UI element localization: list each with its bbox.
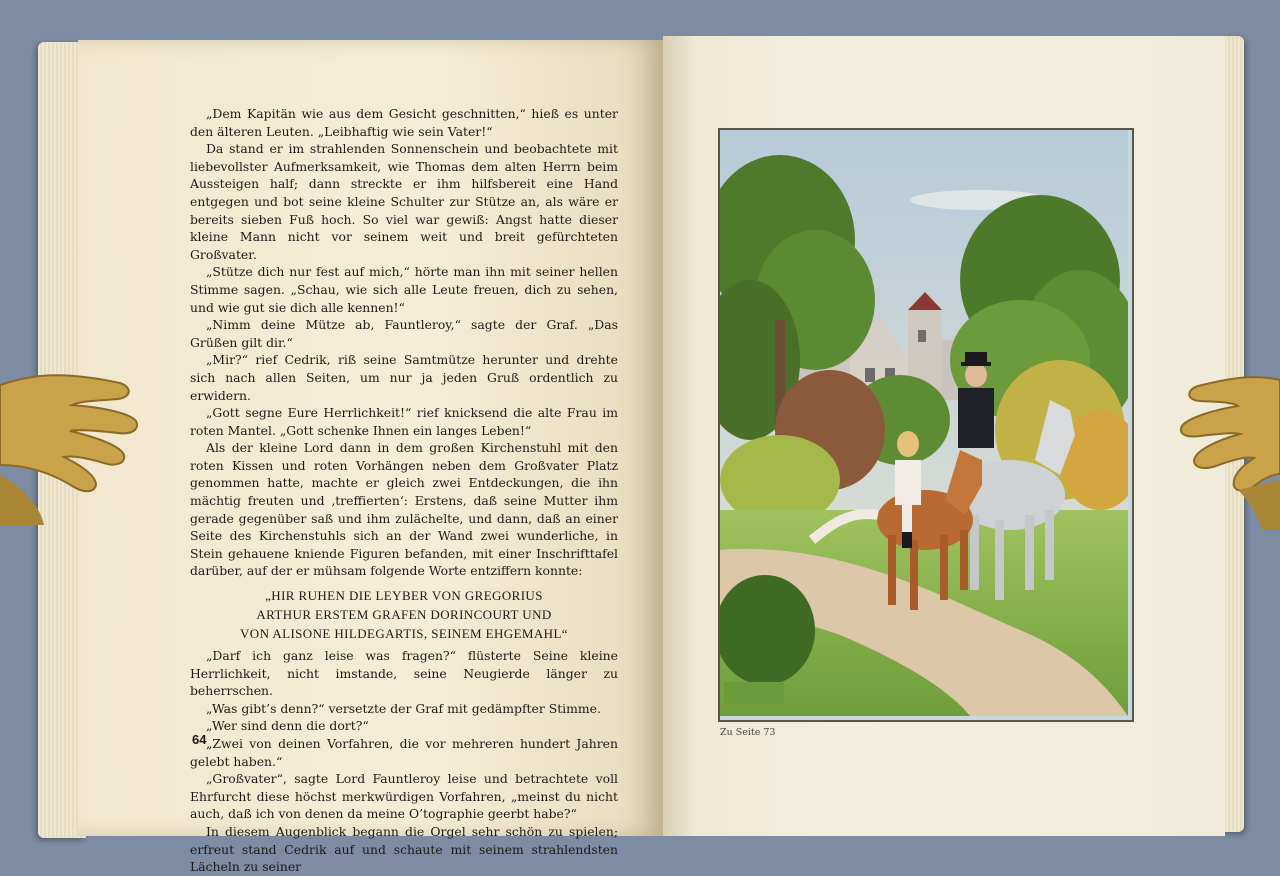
paragraph: „Zwei von deinen Vorfahren, die vor mehreren hundert Jahren gelebt haben.“ [190, 736, 618, 769]
illustration-plate [718, 128, 1134, 722]
paragraph: „Wer sind denn die dort?“ [206, 718, 369, 734]
riders-illustration [720, 130, 1128, 716]
plate-caption: Zu Seite 73 [720, 727, 776, 738]
paragraph: „Nimm deine Mütze ab, Fauntleroy,“ sagte der Graf. „Das Grüßen gilt dir.“ [190, 317, 618, 350]
inscription-line: ARTHUR ERSTEM GRAFEN DORINCOURT UND [256, 607, 552, 623]
paragraph: „Was gibt’s denn?“ versetzte der Graf mit gedämpfter Stimme. [206, 700, 601, 716]
paragraph: „Stütze dich nur fest auf mich,“ hörte man ihn mit seiner hellen Stimme sagen. „Schau, wie sich alle Leute freuen, dich zu sehen, und wie gut sie dich alle kennen!“ [190, 264, 618, 315]
paragraph: „Mir?“ rief Cedrik, riß seine Samtmütze herunter und drehte sich nach allen Seiten, um nur ja jeden Gruß ordentlich zu erwidern. [190, 352, 618, 403]
paragraph: Als der kleine Lord dann in dem großen Kirchenstuhl mit den roten Kissen und roten Vorhängen neben dem Großvater Platz genommen hatte, machte er gleich zwei Entdeckungen, die ihn mächtig freuten und ‚treffierten‘: Erstens, daß seine Mutter ihm gerade gegenüber saß und ihm zulächelte, und dann, daß an einer Seite des Kirchenstuhls sich an der Wand zwei wunderliche, in Stein gehauene kniende Figuren befanden, mit einer Inschrifttafel darüber, auf der er mühsam folgende Worte entziffern konnte: [190, 440, 618, 579]
paragraph: „Großvater“, sagte Lord Fauntleroy leise und betrachtete voll Ehrfurcht diese höchst merkwürdigen Vorfahren, „meinst du nicht auch, daß ich von denen da meine O’tographie geerbt habe?“ [190, 771, 618, 822]
inscription [190, 586, 618, 643]
inscription-line: „HIR RUHEN DIE LEYBER VON GREGORIUS [265, 588, 543, 604]
brass-hand-right [1178, 340, 1280, 530]
brass-hand-left [0, 345, 140, 525]
paragraph: „Gott segne Eure Herrlichkeit!“ rief knicksend die alte Frau im roten Mantel. „Gott schenke Ihnen ein langes Leben!“ [190, 405, 618, 438]
page-number: 64 [192, 732, 207, 747]
paragraph: „Dem Kapitän wie aus dem Gesicht geschnitten,“ hieß es unter den älteren Leuten. „Leibhaftig wie sein Vater!“ [190, 106, 618, 139]
left-page-text [190, 105, 618, 876]
inscription-line: VON ALISONE HILDEGARTIS, SEINEM EHGEMAHL“ [240, 626, 568, 642]
paragraph: „Darf ich ganz leise was fragen?“ flüsterte Seine kleine Herrlichkeit, nicht imstande, seine Neugierde länger zu beherrschen. [190, 648, 618, 699]
paragraph: Da stand er im strahlenden Sonnenschein und beobachtete mit liebevollster Aufmerksamkeit, wie Thomas dem alten Herrn beim Aussteigen half; dann streckte er ihm hilfsbereit eine Hand entgegen und bot seine kleine Schulter zur Stütze an, als wäre er bereits sieben Fuß hoch. So viel war gewiß: Angst hatte dieser kleine Mann nicht vor seinem weit und breit gefürchteten Großvater. [190, 141, 618, 262]
artist-signature [724, 682, 784, 704]
paragraph: In diesem Augenblick begann die Orgel sehr schön zu spielen; erfreut stand Cedrik auf und schaute mit seinem strahlendsten Lächeln zu seiner [190, 823, 618, 875]
